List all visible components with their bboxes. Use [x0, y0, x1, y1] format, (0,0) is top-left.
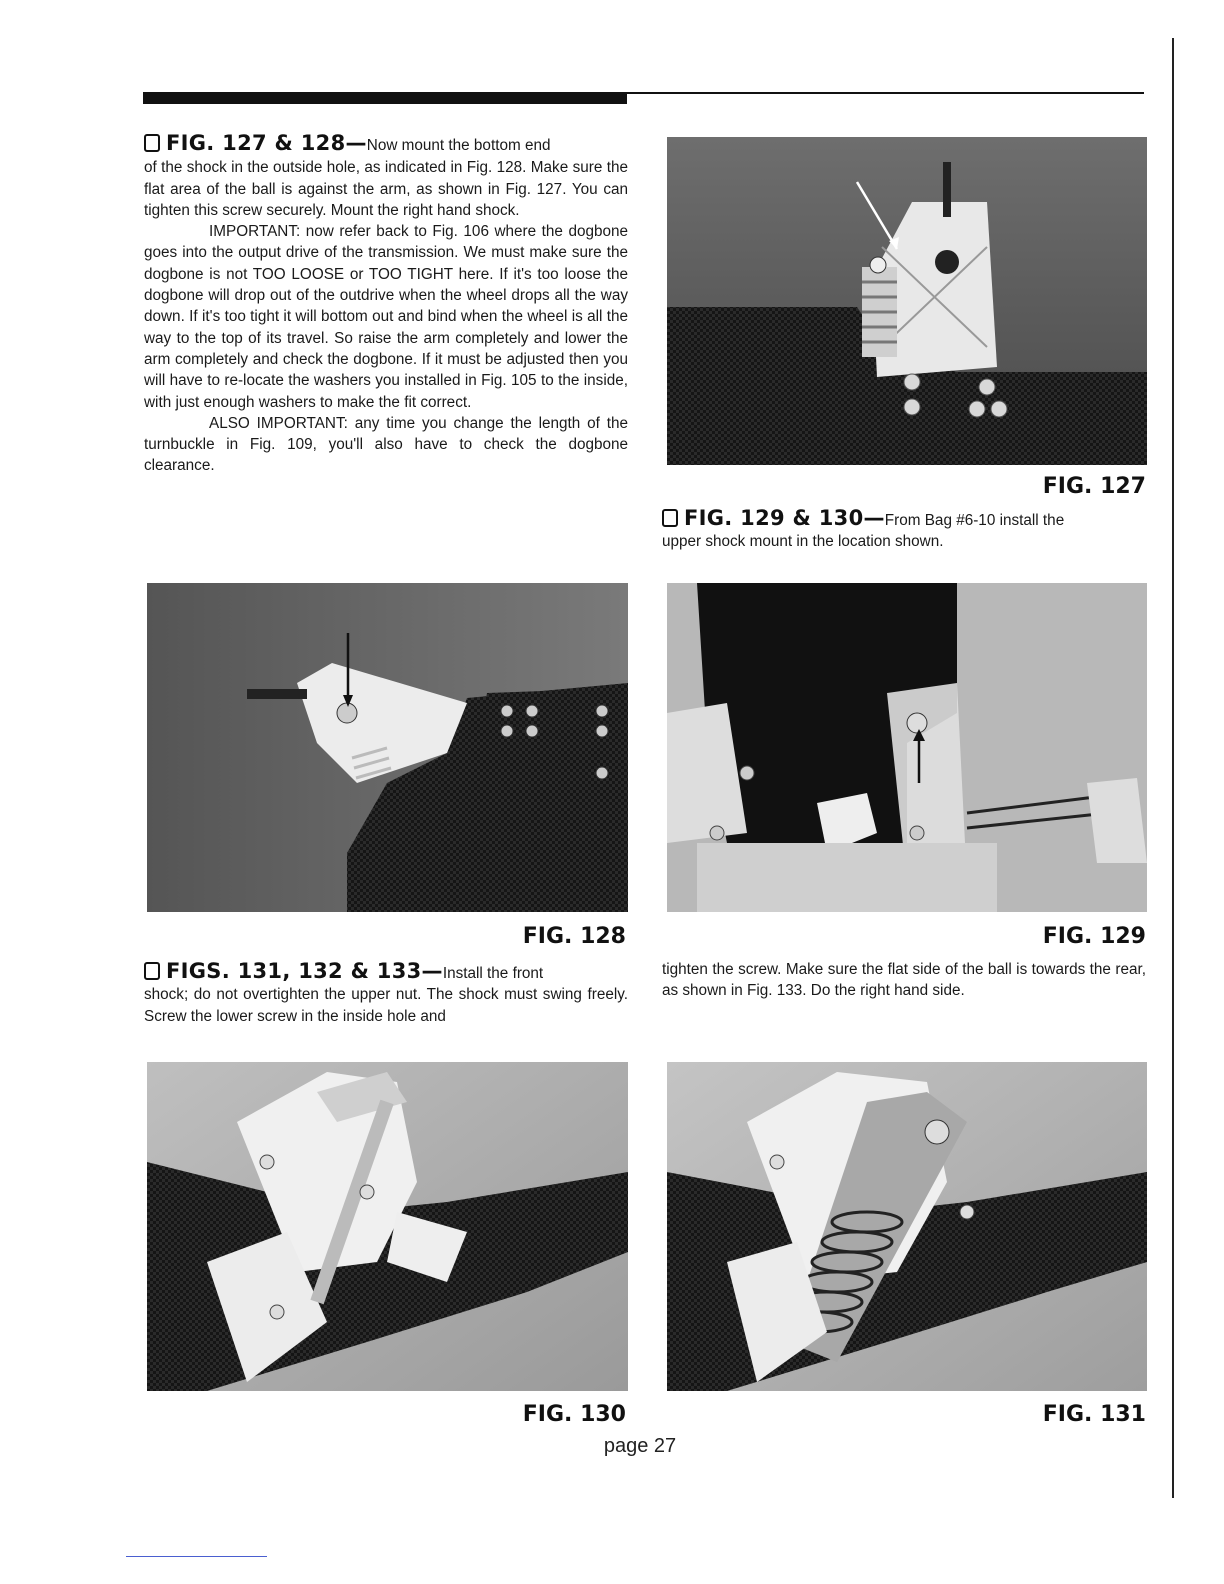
section-heading: FIG. 127 & 128— [166, 131, 367, 155]
paragraph: IMPORTANT: now refer back to Fig. 106 where the dogbone goes into the output drive of the transmission. We must make sure the dogbone is not TOO LOOSE or TOO TIGHT here. If it's too loose the dogbone will drop out of the outdrive when the wheel drops all the way down. If it's too tight it will bottom out and bind when the wheel is all the way to the top of its travel. So raise the arm completely and lower the arm completely and check the dogbone. If it must be adjusted then you will have to re-locate the washers you installed in Fig. 105 to the inside, with just enough washers to make the fit correct. [144, 223, 628, 411]
photo-fig-129 [667, 583, 1147, 912]
paragraph: ALSO IMPORTANT: any time you change the length of the turnbuckle in Fig. 109, you'll also have to check the dogbone clearance. [144, 414, 628, 475]
section-129-130 [662, 508, 1148, 553]
section-heading: FIGS. 131, 132 & 133— [166, 959, 443, 983]
checkbox-icon[interactable] [662, 509, 678, 527]
page-edge-line [1172, 38, 1174, 1498]
paragraph: tighten the screw. Make sure the flat side of the ball is towards the rear, as shown in Fig. 133. Do the right hand side. [662, 961, 1146, 1000]
section-heading: FIG. 129 & 130— [684, 506, 885, 530]
caption-fig-131: FIG. 131 [1042, 1402, 1146, 1427]
section-lead: From Bag #6-10 install the [884, 512, 1065, 529]
paragraph: upper shock mount in the location shown. [662, 533, 944, 551]
section-lead: Now mount the bottom end [366, 137, 551, 154]
paragraph: of the shock in the outside hole, as indicated in Fig. 128. Make sure the flat area of the ball is against the arm, as shown in Fig. 127. You can tighten this screw securely. Mount the right hand shock. [144, 159, 628, 219]
section-lead: Install the front [442, 965, 544, 982]
caption-fig-128: FIG. 128 [522, 924, 626, 949]
header-rule-thick [143, 92, 627, 104]
caption-fig-129: FIG. 129 [1042, 924, 1146, 949]
section-127-128 [144, 133, 628, 477]
footer-link-underline [126, 1556, 267, 1557]
photo-fig-131 [667, 1062, 1147, 1391]
page-number: page 27 [603, 1435, 677, 1457]
header-rule-thin [627, 92, 1144, 94]
section-131-133-right [662, 959, 1146, 1002]
photo-fig-130 [147, 1062, 628, 1391]
section-131-133-left [144, 961, 628, 1027]
checkbox-icon[interactable] [144, 962, 160, 980]
paragraph: shock; do not overtighten the upper nut. The shock must swing freely. Screw the lower screw in the inside hole and [144, 986, 628, 1025]
caption-fig-127: FIG. 127 [1042, 474, 1146, 499]
photo-fig-127 [667, 137, 1147, 465]
photo-fig-128 [147, 583, 628, 912]
checkbox-icon[interactable] [144, 134, 160, 152]
caption-fig-130: FIG. 130 [522, 1402, 626, 1427]
